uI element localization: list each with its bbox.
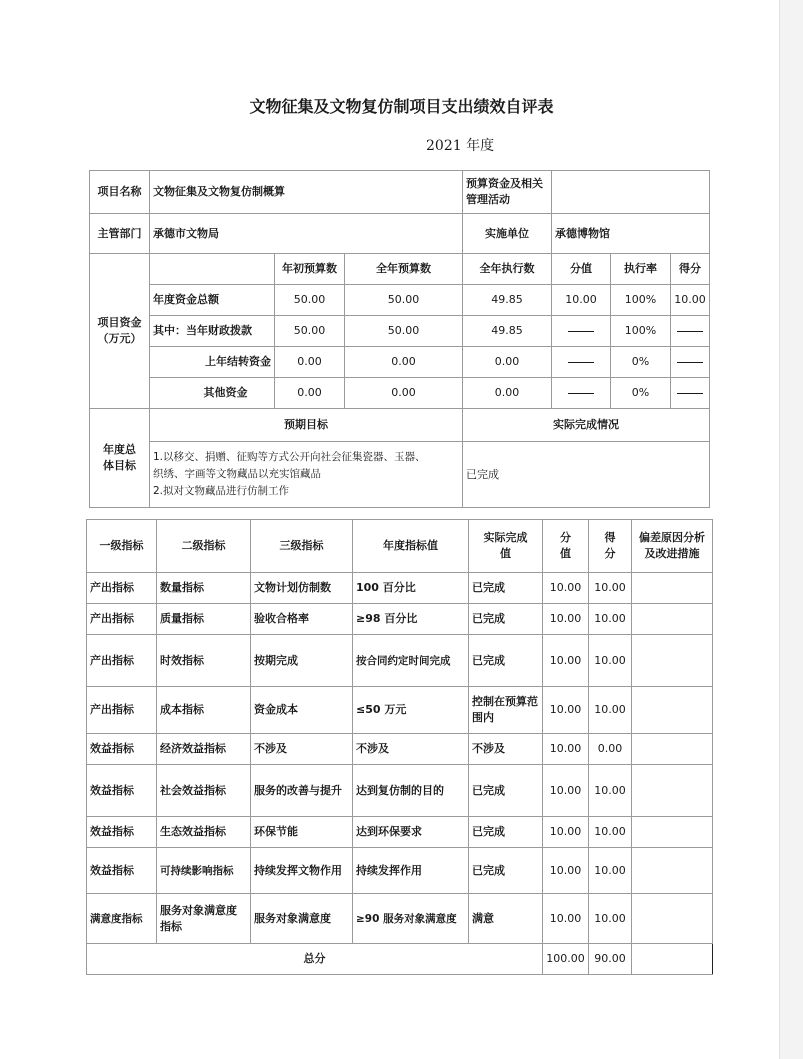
funds-row-name: 其他资金 [150, 378, 275, 409]
indicator-reason [632, 765, 713, 817]
indicator-l2: 质量指标 [157, 604, 251, 635]
funds-rate: 0% [611, 347, 671, 378]
indicator-target: 持续发挥作用 [353, 848, 469, 894]
dash-mark [677, 393, 703, 394]
funds-row-name: 其中：当年财政拨款 [150, 316, 275, 347]
funds-initial: 50.00 [275, 285, 345, 316]
funds-row [90, 378, 710, 409]
indicator-l2: 生态效益指标 [157, 817, 251, 848]
funds-executed: 49.85 [463, 316, 552, 347]
funds-row-name: 上年结转资金 [150, 347, 275, 378]
indicator-header-reason: 偏差原因分析及改进措施 [632, 520, 713, 573]
funds-score-dash [671, 347, 710, 378]
goals-expected-line: 1.以移交、捐赠、征购等方式公开向社会征集瓷器、玉器、 [153, 451, 426, 463]
funds-score: 10.00 [671, 285, 710, 316]
table-row [87, 635, 713, 687]
funds-executed: 49.85 [463, 285, 552, 316]
indicator-l1: 产出指标 [87, 573, 157, 604]
indicator-l3: 文物计划仿制数 [251, 573, 353, 604]
indicator-l3: 按期完成 [251, 635, 353, 687]
funds-annual: 50.00 [345, 285, 463, 316]
indicator-header-actual: 实际完成值 [469, 520, 543, 573]
indicator-header-score: 得分 [589, 520, 632, 573]
total-row [87, 944, 713, 975]
indicator-reason [632, 635, 713, 687]
indicator-l3: 资金成本 [251, 687, 353, 734]
indicator-score: 10.00 [589, 604, 632, 635]
dash-mark [568, 362, 594, 363]
impl-value: 承德博物馆 [552, 214, 710, 254]
table-row [87, 817, 713, 848]
table-row [87, 848, 713, 894]
indicator-l1: 效益指标 [87, 734, 157, 765]
indicator-value: 10.00 [543, 734, 589, 765]
funds-row [90, 316, 710, 347]
indicator-actual: 不涉及 [469, 734, 543, 765]
funds-executed: 0.00 [463, 347, 552, 378]
funds-annual: 50.00 [345, 316, 463, 347]
goals-actual-header: 实际完成情况 [463, 409, 710, 442]
funds-score-value: 10.00 [552, 285, 611, 316]
indicator-score: 10.00 [589, 573, 632, 604]
total-label: 总分 [87, 944, 543, 975]
indicator-l3: 服务对象满意度 [251, 894, 353, 944]
funds-header-executed: 全年执行数 [463, 254, 552, 285]
indicator-actual: 已完成 [469, 573, 543, 604]
project-name-value: 文物征集及文物复仿制概算 [150, 171, 463, 214]
indicator-actual: 满意 [469, 894, 543, 944]
funds-header-rate: 执行率 [611, 254, 671, 285]
page-title: 文物征集及文物复仿制项目支出绩效自评表 [249, 97, 554, 116]
table-row [87, 765, 713, 817]
impl-label: 实施单位 [463, 214, 552, 254]
funds-header-annual: 全年预算数 [345, 254, 463, 285]
indicator-header-value: 分值 [543, 520, 589, 573]
funds-initial: 50.00 [275, 316, 345, 347]
funds-rate: 100% [611, 316, 671, 347]
indicator-value: 10.00 [543, 635, 589, 687]
funds-row [90, 285, 710, 316]
indicator-score: 0.00 [589, 734, 632, 765]
indicator-score: 10.00 [589, 765, 632, 817]
indicator-header-target: 年度指标值 [353, 520, 469, 573]
indicator-score: 10.00 [589, 848, 632, 894]
indicator-l1: 产出指标 [87, 687, 157, 734]
indicator-score: 10.00 [589, 894, 632, 944]
total-score: 90.00 [589, 944, 632, 975]
indicator-target: 按合同约定时间完成 [353, 635, 469, 687]
dash-mark [677, 362, 703, 363]
goals-expected [150, 442, 463, 508]
indicator-reason [632, 817, 713, 848]
dept-label: 主管部门 [90, 214, 150, 254]
indicator-reason [632, 604, 713, 635]
indicator-reason [632, 573, 713, 604]
indicator-l1: 效益指标 [87, 848, 157, 894]
indicator-actual: 已完成 [469, 817, 543, 848]
project-funds-table [89, 170, 710, 508]
indicator-value: 10.00 [543, 765, 589, 817]
funds-score-value-dash [552, 316, 611, 347]
funds-header-initial: 年初预算数 [275, 254, 345, 285]
indicator-l3: 环保节能 [251, 817, 353, 848]
indicator-actual: 控制在预算范围内 [469, 687, 543, 734]
goals-expected-header: 预期目标 [150, 409, 463, 442]
indicator-score: 10.00 [589, 635, 632, 687]
indicator-l2: 时效指标 [157, 635, 251, 687]
indicator-value: 10.00 [543, 894, 589, 944]
indicator-header-l1: 一级指标 [87, 520, 157, 573]
indicator-actual: 已完成 [469, 635, 543, 687]
indicator-header-l2: 二级指标 [157, 520, 251, 573]
page-edge [779, 0, 780, 1059]
dash-mark [568, 393, 594, 394]
goals-label: 年度总体目标 [90, 409, 150, 508]
scrollbar-track[interactable] [779, 0, 803, 1059]
indicator-value: 10.00 [543, 687, 589, 734]
indicator-reason [632, 848, 713, 894]
goals-actual: 已完成 [463, 442, 710, 508]
funds-executed: 0.00 [463, 378, 552, 409]
year-label: 2021 年度 [426, 138, 495, 154]
dept-value: 承德市文物局 [150, 214, 463, 254]
project-name-label: 项目名称 [90, 171, 150, 214]
table-row [87, 604, 713, 635]
indicator-l3: 不涉及 [251, 734, 353, 765]
funds-rate: 0% [611, 378, 671, 409]
indicator-l2: 成本指标 [157, 687, 251, 734]
indicator-l1: 满意度指标 [87, 894, 157, 944]
indicator-target: 达到环保要求 [353, 817, 469, 848]
indicator-value: 10.00 [543, 573, 589, 604]
indicator-value: 10.00 [543, 604, 589, 635]
funds-row [90, 347, 710, 378]
indicator-value: 10.00 [543, 817, 589, 848]
indicator-l3: 验收合格率 [251, 604, 353, 635]
funds-initial: 0.00 [275, 347, 345, 378]
funds-initial: 0.00 [275, 378, 345, 409]
indicator-value: 10.00 [543, 848, 589, 894]
goals-expected-line: 织绣、字画等文物藏品以充实馆藏品 [153, 468, 321, 480]
indicator-target: 达到复仿制的目的 [353, 765, 469, 817]
goals-expected-line: 2.拟对文物藏品进行仿制工作 [153, 485, 290, 497]
indicator-l1: 产出指标 [87, 604, 157, 635]
indicator-l2: 服务对象满意度指标 [157, 894, 251, 944]
funds-annual: 0.00 [345, 347, 463, 378]
funds-score-dash [671, 316, 710, 347]
indicators-table [86, 519, 713, 975]
total-value: 100.00 [543, 944, 589, 975]
funds-annual: 0.00 [345, 378, 463, 409]
funds-score-value-dash [552, 378, 611, 409]
budget-activity-label: 预算资金及相关管理活动 [463, 171, 552, 214]
budget-activity-value [552, 171, 710, 214]
indicator-header-l3: 三级指标 [251, 520, 353, 573]
indicator-actual: 已完成 [469, 765, 543, 817]
funds-score-dash [671, 378, 710, 409]
indicator-l2: 数量指标 [157, 573, 251, 604]
indicator-reason [632, 894, 713, 944]
indicator-score: 10.00 [589, 817, 632, 848]
total-reason [632, 944, 713, 975]
indicator-target: ≥90 服务对象满意度 [353, 894, 469, 944]
funds-row-name: 年度资金总额 [150, 285, 275, 316]
funds-header-blank [150, 254, 275, 285]
indicator-l1: 效益指标 [87, 817, 157, 848]
indicator-score: 10.00 [589, 687, 632, 734]
indicator-l1: 效益指标 [87, 765, 157, 817]
indicator-l2: 社会效益指标 [157, 765, 251, 817]
indicator-target: 100 百分比 [353, 573, 469, 604]
funds-header-score-value: 分值 [552, 254, 611, 285]
dash-mark [568, 331, 594, 332]
funds-label: 项目资金（万元） [90, 254, 150, 409]
table-row [87, 894, 713, 944]
funds-rate: 100% [611, 285, 671, 316]
indicator-l3: 持续发挥文物作用 [251, 848, 353, 894]
indicator-l3: 服务的改善与提升 [251, 765, 353, 817]
indicator-target: 不涉及 [353, 734, 469, 765]
indicator-l2: 可持续影响指标 [157, 848, 251, 894]
indicator-actual: 已完成 [469, 604, 543, 635]
indicator-reason [632, 687, 713, 734]
indicator-reason [632, 734, 713, 765]
indicator-actual: 已完成 [469, 848, 543, 894]
funds-score-value-dash [552, 347, 611, 378]
indicator-l2: 经济效益指标 [157, 734, 251, 765]
funds-header-score: 得分 [671, 254, 710, 285]
indicator-l1: 产出指标 [87, 635, 157, 687]
table-row [87, 573, 713, 604]
indicator-target: ≤50 万元 [353, 687, 469, 734]
dash-mark [677, 331, 703, 332]
indicator-target: ≥98 百分比 [353, 604, 469, 635]
table-row [87, 734, 713, 765]
table-row [87, 687, 713, 734]
